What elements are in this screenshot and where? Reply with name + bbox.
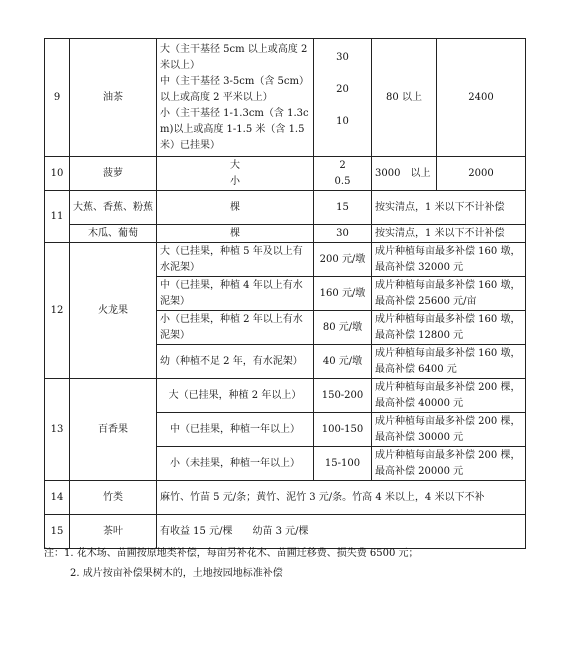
cap-cell: 2400	[437, 39, 526, 157]
desc-cell: 有收益 15 元/棵 幼苗 3 元/棵	[157, 515, 526, 549]
note-cell: 按实清点，1 米以下不计补偿	[372, 191, 526, 225]
unit-cell: 棵	[157, 225, 314, 243]
cap-cell: 2000	[437, 157, 526, 191]
spec-cell	[157, 39, 314, 157]
compensation-table	[44, 38, 526, 549]
spec-small: 小（主干基径 1-1.3cm（含 1.3cm)以上或高度 1-1.5 米（含 1.5 米）已挂果）	[160, 107, 309, 151]
spec-cell: 大（已挂果，种植 2 年以上）	[157, 379, 314, 413]
price-large: 30	[336, 51, 349, 63]
price-cell: 40 元/墩	[314, 345, 372, 379]
price-medium: 20	[336, 83, 349, 95]
note-cell: 成片种植每亩最多补偿 200 棵，最高补偿 20000 元	[372, 447, 526, 481]
unit-cell: 棵	[157, 191, 314, 225]
crop-name: 茶叶	[70, 515, 157, 549]
price-cell: 30	[314, 225, 372, 243]
row-number: 12	[45, 243, 70, 379]
crop-name: 火龙果	[70, 243, 157, 379]
table-row	[45, 481, 526, 515]
row-number: 9	[45, 39, 70, 157]
spec-large: 大	[230, 159, 240, 171]
note-cell: 成片种植每亩最多补偿 160 墩，最高补偿 25600 元/亩	[372, 277, 526, 311]
row-number: 11	[45, 191, 70, 243]
spec-medium: 中（主干基径 3-5cm（含 5cm）以上或高度 2 平米以上）	[160, 75, 309, 103]
crop-name: 油茶	[70, 39, 157, 157]
price-cell	[314, 157, 372, 191]
spec-cell: 小（未挂果，种植一年以上）	[157, 447, 314, 481]
spec-small: 小	[230, 175, 240, 187]
row-number: 13	[45, 379, 70, 481]
row-number: 14	[45, 481, 70, 515]
density-cell: 3000 以上	[372, 157, 437, 191]
row-number: 15	[45, 515, 70, 549]
crop-name: 百香果	[70, 379, 157, 481]
price-cell: 15-100	[314, 447, 372, 481]
footnote-2: 2. 成片按亩补偿果树木的，土地按园地标准补偿	[70, 568, 283, 579]
table-row	[45, 225, 526, 243]
footnote-1: 注：1. 花木场、苗圃按原地类补偿，每亩另补花木、苗圃迁移费、损失费 6500 元；	[44, 548, 419, 559]
table-row	[45, 157, 526, 191]
spec-cell: 幼（种植不足 2 年，有水泥架）	[157, 345, 314, 379]
note-cell: 按实清点，1 米以下不计补偿	[372, 225, 526, 243]
spec-cell: 中（已挂果，种植 4 年以上有水泥架）	[157, 277, 314, 311]
spec-cell: 大（已挂果，种植 5 年及以上有水泥架）	[157, 243, 314, 277]
crop-name: 竹类	[70, 481, 157, 515]
crop-name: 大蕉、香蕉、粉蕉	[70, 191, 157, 225]
crop-name: 木瓜、葡萄	[70, 225, 157, 243]
price-cell: 15	[314, 191, 372, 225]
table-row	[45, 379, 526, 413]
price-small: 10	[336, 115, 349, 127]
table-row	[45, 243, 526, 277]
spec-cell: 小（已挂果，种植 2 年以上有水泥架）	[157, 311, 314, 345]
crop-name: 菠萝	[70, 157, 157, 191]
row-number: 10	[45, 157, 70, 191]
price-cell: 150-200	[314, 379, 372, 413]
table-row	[45, 191, 526, 225]
spec-large: 大（主干基径 5cm 以上或高度 2 米以上）	[160, 43, 308, 71]
price-small: 0.5	[334, 175, 351, 187]
price-cell: 200 元/墩	[314, 243, 372, 277]
price-cell	[314, 39, 372, 157]
note-cell: 成片种植每亩最多补偿 200 棵，最高补偿 30000 元	[372, 413, 526, 447]
spec-cell	[157, 157, 314, 191]
density-cell: 80 以上	[372, 39, 437, 157]
desc-cell: 麻竹、竹苗 5 元/条；黄竹、泥竹 3 元/条。竹高 4 米以上，4 米以下不补	[157, 481, 526, 515]
price-cell: 80 元/墩	[314, 311, 372, 345]
price-large: 2	[339, 159, 346, 171]
note-cell: 成片种植每亩最多补偿 200 棵，最高补偿 40000 元	[372, 379, 526, 413]
table-row	[45, 39, 526, 157]
note-cell: 成片种植每亩最多补偿 160 墩，最高补偿 32000 元	[372, 243, 526, 277]
spec-cell: 中（已挂果，种植一年以上）	[157, 413, 314, 447]
table-row	[45, 515, 526, 549]
price-cell: 160 元/墩	[314, 277, 372, 311]
note-cell: 成片种植每亩最多补偿 160 墩，最高补偿 6400 元	[372, 345, 526, 379]
price-cell: 100-150	[314, 413, 372, 447]
note-cell: 成片种植每亩最多补偿 160 墩，最高补偿 12800 元	[372, 311, 526, 345]
